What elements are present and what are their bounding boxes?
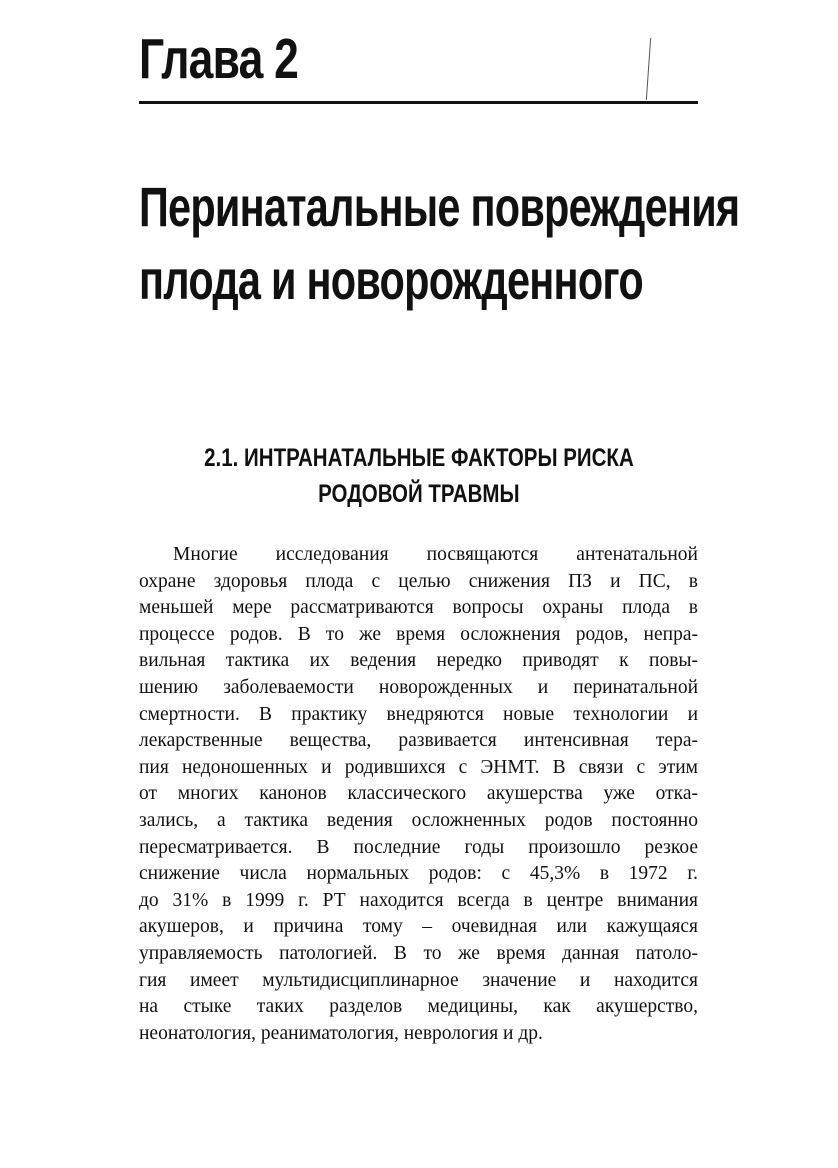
paragraph-line: гия имеет мультидисциплинарное значение и находится: [139, 969, 698, 991]
paragraph-line: неонатология, реаниматология, неврология и др.: [139, 1022, 543, 1044]
paragraph-line: меньшей мере рассматриваются вопросы охраны плода в: [139, 597, 698, 619]
paragraph-line: на стыке таких разделов медицины, как акушерство,: [139, 996, 698, 1018]
section-title-text: РОДОВОЙ ТРАВМЫ: [317, 480, 520, 508]
paragraph-line: охране здоровья плода с целью снижения ПЗ и ПС, в: [139, 570, 698, 592]
chapter-title: [139, 170, 739, 316]
paragraph-line: лекарственные вещества, развивается интенсивная тера-: [139, 730, 698, 752]
paragraph-line: управляемость патологией. В то же время данная патоло-: [139, 942, 698, 964]
section-title-text: 2.1. ИНТРАНАТАЛЬНЫЕ ФАКТОРЫ РИСКА: [203, 444, 634, 472]
section-title: [139, 440, 698, 512]
chapter-title-line: Перинатальные повреждения: [139, 175, 740, 238]
paragraph-line: зались, а тактика ведения осложненных родов постоянно: [139, 809, 698, 831]
paragraph-line: смертности. В практику внедряются новые технологии и: [139, 703, 698, 725]
paragraph-line: вильная тактика их ведения нередко приводят к повы-: [139, 650, 698, 672]
paragraph-line: шению заболеваемости новорожденных и перинатальной: [139, 676, 698, 698]
paragraph-line: до 31% в 1999 г. РТ находится всегда в центре внимания: [139, 889, 698, 911]
paragraph-line: от многих канонов классического акушерства уже отка-: [139, 783, 698, 805]
paragraph-line: процессе родов. В то же время осложнения родов, непра-: [139, 623, 698, 645]
paragraph-line: Многие исследования посвящаются антенатальной: [173, 544, 698, 565]
scan-margin-mark: [646, 38, 651, 100]
paragraph-line: пересматривается. В последние годы произошло резкое: [139, 836, 698, 858]
paragraph-line: снижение числа нормальных родов: с 45,3% в 1972 г.: [139, 863, 698, 885]
body-paragraph: [139, 542, 698, 1047]
paragraph-line: акушеров, и причина тому – очевидная или кажущаяся: [139, 916, 698, 938]
chapter-label: Глава 2: [139, 27, 299, 91]
section-title-line: [139, 476, 698, 512]
paragraph-line: пия недоношенных и родившихся с ЭНМТ. В связи с этим: [139, 756, 698, 778]
chapter-title-line: плода и новорожденного: [139, 248, 643, 311]
section-title-line: [139, 440, 698, 476]
chapter-rule: [139, 101, 698, 104]
